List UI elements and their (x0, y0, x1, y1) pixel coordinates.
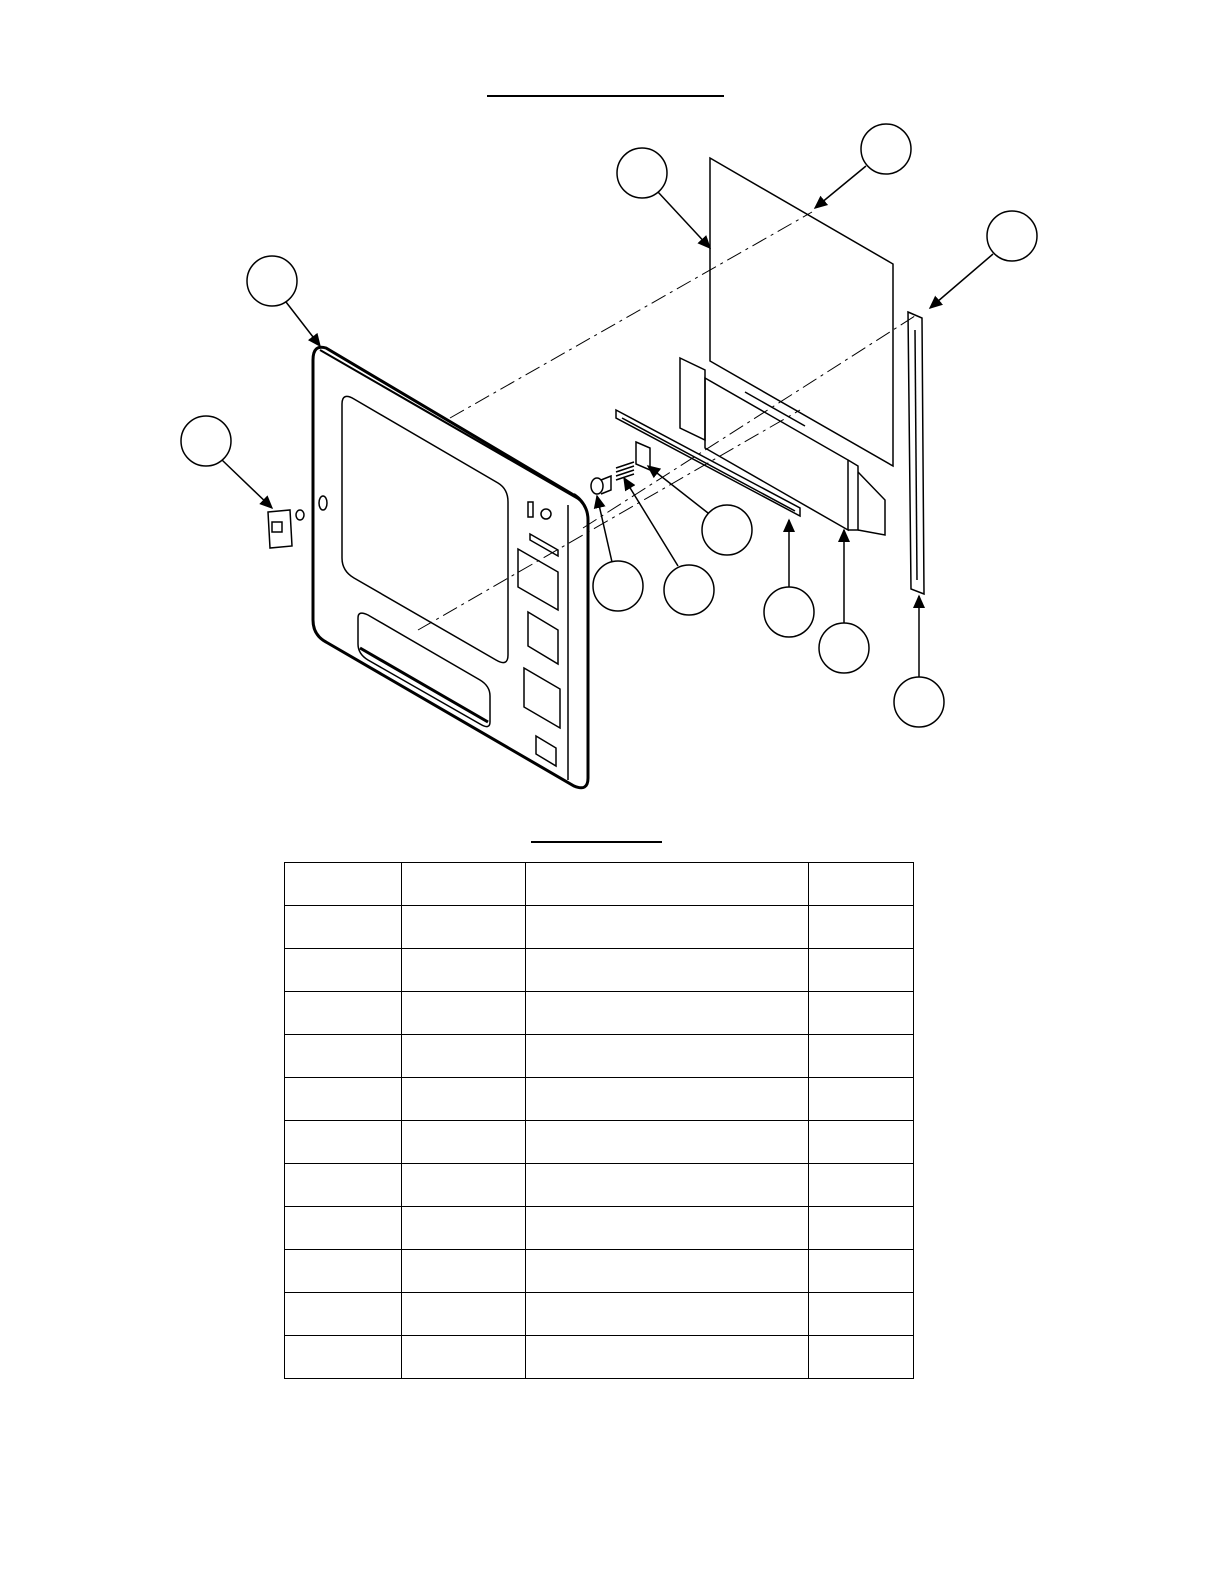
table-cell (809, 863, 914, 906)
table-cell (402, 949, 526, 992)
door-panel (313, 347, 588, 788)
callout-5 (181, 416, 231, 466)
table-cell (526, 1250, 809, 1293)
table-cell (285, 992, 402, 1035)
callout-6 (702, 505, 752, 555)
table-cell (809, 906, 914, 949)
table-cell (526, 1121, 809, 1164)
latch-parts (591, 442, 650, 494)
table-cell (402, 1121, 526, 1164)
callout-11 (894, 677, 944, 727)
table-cell (285, 1336, 402, 1379)
table-cell (402, 992, 526, 1035)
table-row (285, 992, 914, 1035)
table-cell (285, 1035, 402, 1078)
table-cell (402, 1207, 526, 1250)
table-row (285, 1336, 914, 1379)
side-bracket (908, 312, 924, 594)
table-cell (285, 1250, 402, 1293)
callout-7 (593, 561, 643, 611)
table-cell (285, 1293, 402, 1336)
table-row (285, 906, 914, 949)
table-cell (526, 992, 809, 1035)
table-cell (402, 863, 526, 906)
back-panel (710, 158, 893, 466)
table-row (285, 1078, 914, 1121)
table-cell (809, 1293, 914, 1336)
callout-4 (247, 256, 297, 306)
table-cell (526, 1293, 809, 1336)
table-cell (809, 1207, 914, 1250)
table-row (285, 1035, 914, 1078)
table-cell (285, 949, 402, 992)
table-row (285, 1293, 914, 1336)
table-cell (402, 906, 526, 949)
table-row (285, 1121, 914, 1164)
table-cell (402, 1336, 526, 1379)
table-cell (809, 949, 914, 992)
callout-10 (819, 623, 869, 673)
table-cell (809, 1121, 914, 1164)
table-cell (285, 1121, 402, 1164)
callout-9 (764, 587, 814, 637)
callout-3 (987, 211, 1037, 261)
callout-2 (861, 124, 911, 174)
table-cell (809, 1336, 914, 1379)
parts-list-table (284, 862, 914, 1379)
table-row (285, 863, 914, 906)
table-cell (402, 1250, 526, 1293)
table-cell (809, 1164, 914, 1207)
table-cell (809, 1250, 914, 1293)
t-handle-lock (268, 496, 327, 548)
table-cell (809, 1035, 914, 1078)
callout-1 (617, 148, 667, 198)
table-cell (809, 1078, 914, 1121)
table-cell (402, 1293, 526, 1336)
table-cell (285, 863, 402, 906)
table-row (285, 1164, 914, 1207)
table-heading-underline (531, 841, 662, 843)
table-cell (402, 1164, 526, 1207)
table-cell (526, 863, 809, 906)
table-cell (285, 1078, 402, 1121)
alignment-lines (418, 212, 918, 630)
table-row (285, 949, 914, 992)
table-cell (526, 1078, 809, 1121)
table-cell (809, 992, 914, 1035)
table-cell (285, 906, 402, 949)
table-cell (285, 1207, 402, 1250)
table-cell (526, 1207, 809, 1250)
callout-8 (664, 565, 714, 615)
table-cell (402, 1078, 526, 1121)
table-row (285, 1207, 914, 1250)
table-cell (285, 1164, 402, 1207)
table-cell (526, 1336, 809, 1379)
table-cell (526, 1035, 809, 1078)
table-cell (526, 906, 809, 949)
table-cell (526, 949, 809, 992)
table-row (285, 1250, 914, 1293)
table-cell (526, 1164, 809, 1207)
table-cell (402, 1035, 526, 1078)
